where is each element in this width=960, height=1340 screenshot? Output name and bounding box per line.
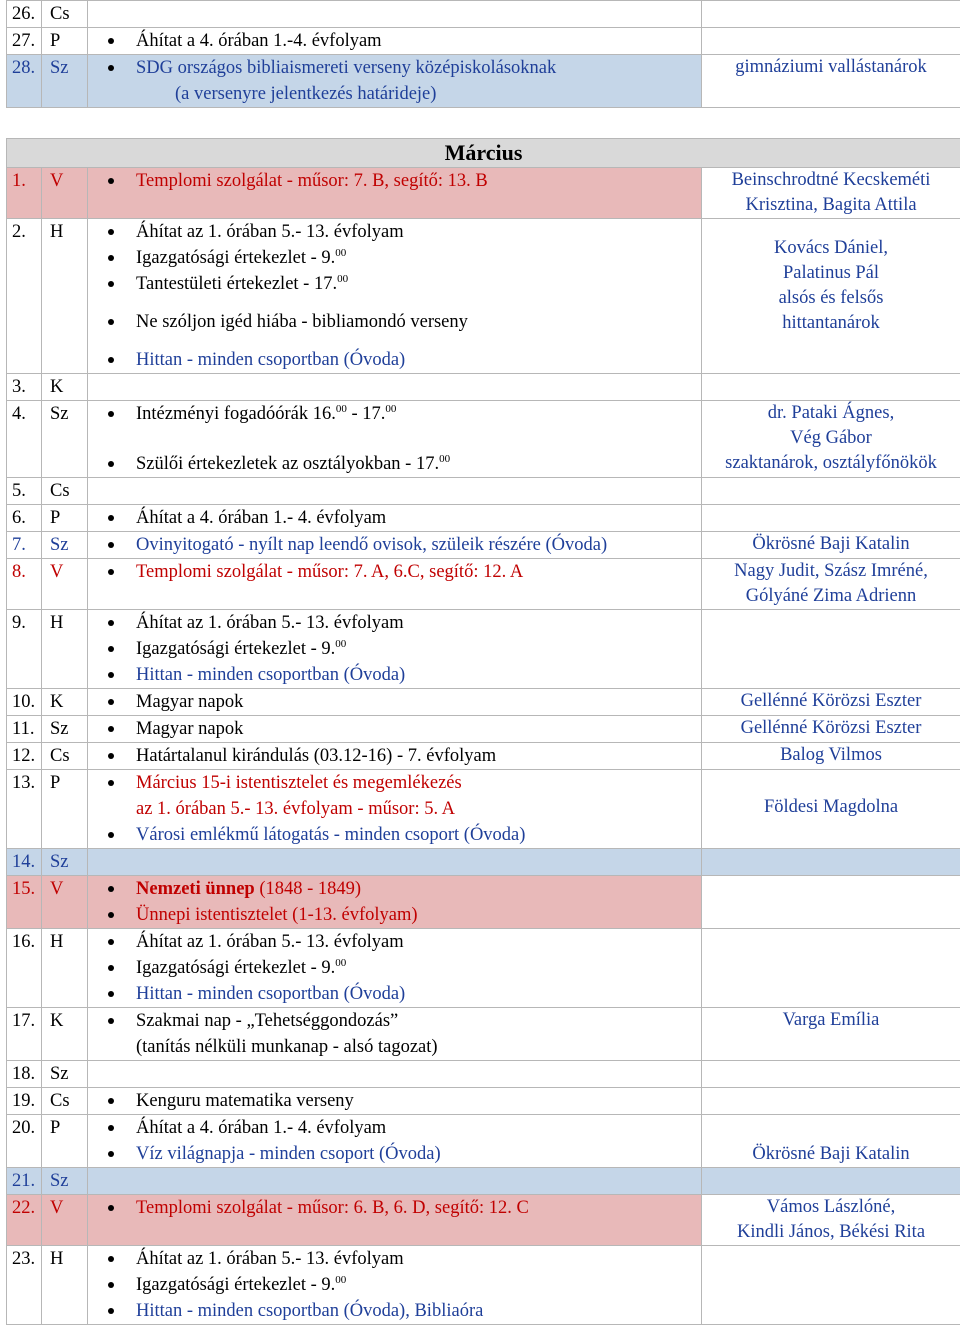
responsible-cell bbox=[702, 1115, 960, 1168]
event-text: Igazgatósági értekezlet - 9. bbox=[136, 639, 336, 659]
event-item: Ovinyitogató - nyílt nap leendő ovisok, szüleik részére (Óvoda) bbox=[88, 532, 701, 558]
event-item bbox=[88, 1272, 701, 1298]
table-row bbox=[7, 374, 960, 401]
day-of-week: Cs bbox=[42, 1088, 88, 1115]
table-row bbox=[7, 1088, 960, 1115]
event-item: Városi emlékmű látogatás - minden csoport (Óvoda) bbox=[88, 822, 701, 848]
day-number: 7. bbox=[7, 532, 42, 559]
day-number: 1. bbox=[7, 168, 42, 219]
event-item: Hittan - minden csoportban (Óvoda) bbox=[88, 662, 701, 688]
event-text: Igazgatósági értekezlet - 9. bbox=[136, 1275, 336, 1295]
day-of-week: Sz bbox=[42, 401, 88, 478]
responsible-person: dr. Pataki Ágnes, bbox=[767, 403, 895, 423]
responsible-cell bbox=[702, 219, 960, 374]
table-row bbox=[7, 532, 960, 559]
day-number: 5. bbox=[7, 478, 42, 505]
day-number: 11. bbox=[7, 716, 42, 743]
table-row bbox=[7, 401, 960, 478]
events-cell bbox=[88, 1088, 702, 1115]
responsible-person: Ökrösné Baji Katalin bbox=[752, 1144, 910, 1164]
event-text-bold: Nemzeti ünnep bbox=[136, 879, 255, 899]
events-cell bbox=[88, 743, 702, 770]
day-number: 12. bbox=[7, 743, 42, 770]
events-cell bbox=[88, 374, 702, 401]
responsible-cell bbox=[702, 168, 960, 219]
responsible-person: hittantanárok bbox=[782, 313, 880, 333]
time-minutes: 00 bbox=[335, 637, 347, 650]
day-number: 26. bbox=[7, 1, 42, 28]
events-cell bbox=[88, 532, 702, 559]
responsible-person: Palatinus Pál bbox=[782, 263, 880, 283]
day-number: 3. bbox=[7, 374, 42, 401]
event-item: Áhítat az 1. órában 5.- 13. évfolyam bbox=[88, 610, 701, 636]
table-row bbox=[7, 1195, 960, 1246]
event-item: Templomi szolgálat - műsor: 6. B, 6. D, segítő: 12. C bbox=[88, 1195, 701, 1221]
day-of-week: H bbox=[42, 610, 88, 689]
day-number: 6. bbox=[7, 505, 42, 532]
events-cell bbox=[88, 55, 702, 108]
responsible-person: Földesi Magdolna bbox=[763, 796, 899, 817]
events-cell bbox=[88, 929, 702, 1008]
event-item: Ünnepi istentisztelet (1-13. évfolyam) bbox=[88, 902, 701, 928]
responsible-cell bbox=[702, 929, 960, 1008]
event-item: Áhítat a 4. órában 1.- 4. évfolyam bbox=[88, 1115, 701, 1141]
events-cell bbox=[88, 610, 702, 689]
event-item bbox=[88, 271, 701, 297]
responsible-cell bbox=[702, 401, 960, 478]
responsible-cell bbox=[702, 374, 960, 401]
responsible-cell bbox=[702, 849, 960, 876]
event-item: Templomi szolgálat - műsor: 7. A, 6.C, segítő: 12. A bbox=[88, 559, 701, 585]
event-item: Áhítat a 4. órában 1.-4. évfolyam bbox=[88, 28, 701, 54]
event-item bbox=[88, 451, 701, 477]
responsible-cell bbox=[702, 716, 960, 743]
events-cell bbox=[88, 1115, 702, 1168]
table-row bbox=[7, 1061, 960, 1088]
day-number: 28. bbox=[7, 55, 42, 108]
time-minutes: 00 bbox=[335, 956, 347, 969]
event-item bbox=[88, 876, 701, 902]
day-number: 14. bbox=[7, 849, 42, 876]
day-of-week: H bbox=[42, 929, 88, 1008]
responsible-person: Beinschrodtné Kecskeméti bbox=[731, 170, 931, 190]
calendar-table bbox=[6, 0, 960, 1325]
responsible-person: szaktanárok, osztályfőnökök bbox=[725, 453, 937, 473]
table-row bbox=[7, 1, 960, 28]
event-item-continued: (tanítás nélküli munkanap - alsó tagozat) bbox=[136, 1037, 438, 1057]
day-number: 9. bbox=[7, 610, 42, 689]
table-row bbox=[7, 28, 960, 55]
responsible-person: Krisztina, Bagita Attila bbox=[745, 195, 917, 215]
responsible-cell bbox=[702, 1195, 960, 1246]
day-number: 21. bbox=[7, 1168, 42, 1195]
day-of-week: Sz bbox=[42, 849, 88, 876]
responsible-person: Gellénné Körözsi Eszter bbox=[740, 691, 922, 711]
day-of-week: P bbox=[42, 1115, 88, 1168]
day-of-week: P bbox=[42, 770, 88, 849]
table-row bbox=[7, 1168, 960, 1195]
day-number: 19. bbox=[7, 1088, 42, 1115]
table-row bbox=[7, 610, 960, 689]
day-of-week: Sz bbox=[42, 1168, 88, 1195]
day-of-week: Sz bbox=[42, 1061, 88, 1088]
day-of-week: V bbox=[42, 1195, 88, 1246]
responsible-cell bbox=[702, 478, 960, 505]
event-item bbox=[88, 636, 701, 662]
day-number: 27. bbox=[7, 28, 42, 55]
event-text: Intézményi fogadóórák 16. bbox=[136, 404, 336, 424]
event-item bbox=[88, 1298, 701, 1324]
responsible-person: Ökrösné Baji Katalin bbox=[752, 534, 910, 554]
time-minutes: 00 bbox=[337, 272, 349, 285]
events-cell bbox=[88, 1168, 702, 1195]
day-of-week: K bbox=[42, 374, 88, 401]
event-text: - 17. bbox=[351, 404, 386, 424]
event-text: Igazgatósági értekezlet - 9. bbox=[136, 248, 336, 268]
event-text: Tantestületi értekezlet - 17. bbox=[136, 274, 338, 294]
day-number: 10. bbox=[7, 689, 42, 716]
day-of-week: H bbox=[42, 1246, 88, 1325]
responsible-cell bbox=[702, 689, 960, 716]
responsible-cell bbox=[702, 1008, 960, 1061]
table-row bbox=[7, 219, 960, 374]
event-item: Hittan - minden csoportban (Óvoda) bbox=[88, 347, 701, 373]
responsible-person: Kovács Dániel, bbox=[773, 238, 889, 258]
table-row bbox=[7, 743, 960, 770]
table-row bbox=[7, 689, 960, 716]
spacer-row bbox=[7, 108, 960, 139]
events-cell bbox=[88, 1, 702, 28]
events-cell bbox=[88, 716, 702, 743]
table-row bbox=[7, 876, 960, 929]
events-cell bbox=[88, 219, 702, 374]
time-minutes: 00 bbox=[439, 452, 451, 465]
table-row bbox=[7, 55, 960, 108]
event-item: Áhítat az 1. órában 5.- 13. évfolyam bbox=[88, 929, 701, 955]
responsible-cell bbox=[702, 743, 960, 770]
responsible-cell bbox=[702, 1246, 960, 1325]
responsible-person: alsós és felsős bbox=[778, 288, 884, 308]
events-cell bbox=[88, 478, 702, 505]
day-number: 15. bbox=[7, 876, 42, 929]
day-of-week: Cs bbox=[42, 478, 88, 505]
events-cell bbox=[88, 1195, 702, 1246]
events-cell bbox=[88, 1061, 702, 1088]
responsible-person: gimnáziumi vallástanárok bbox=[735, 57, 927, 77]
day-of-week: Sz bbox=[42, 55, 88, 108]
event-note: (a versenyre jelentkezés határideje) bbox=[175, 84, 437, 104]
day-of-week: Cs bbox=[42, 743, 88, 770]
table-row bbox=[7, 929, 960, 1008]
table-row bbox=[7, 849, 960, 876]
event-item bbox=[88, 401, 701, 427]
responsible-person: Vég Gábor bbox=[790, 428, 872, 448]
table-row bbox=[7, 770, 960, 849]
events-cell bbox=[88, 770, 702, 849]
responsible-cell bbox=[702, 1, 960, 28]
events-cell bbox=[88, 168, 702, 219]
day-of-week: P bbox=[42, 505, 88, 532]
time-minutes: 00 bbox=[335, 246, 347, 259]
responsible-person: Gólyáné Zima Adrienn bbox=[745, 586, 917, 606]
day-number: 2. bbox=[7, 219, 42, 374]
time-minutes: 00 bbox=[335, 402, 347, 415]
day-number: 4. bbox=[7, 401, 42, 478]
responsible-person: Balog Vilmos bbox=[780, 745, 882, 765]
time-minutes: 00 bbox=[385, 402, 397, 415]
responsible-person: Gellénné Körözsi Eszter bbox=[740, 718, 922, 738]
day-of-week: Sz bbox=[42, 532, 88, 559]
event-item: Határtalanul kirándulás (03.12-16) - 7. évfolyam bbox=[88, 743, 701, 769]
responsible-person: Kindli János, Békési Rita bbox=[736, 1222, 926, 1242]
month-header-row bbox=[7, 139, 960, 168]
event-item-continued: az 1. órában 5.- 13. évfolyam - műsor: 5. A bbox=[136, 799, 456, 819]
day-number: 16. bbox=[7, 929, 42, 1008]
responsible-cell bbox=[702, 1088, 960, 1115]
table-row bbox=[7, 478, 960, 505]
event-text: Szülői értekezletek az osztályokban - 17. bbox=[136, 454, 440, 474]
table-row bbox=[7, 168, 960, 219]
events-cell bbox=[88, 401, 702, 478]
responsible-cell bbox=[702, 876, 960, 929]
event-item: Március 15-i istentisztelet és megemlékezés bbox=[88, 770, 701, 796]
responsible-cell bbox=[702, 532, 960, 559]
day-number: 8. bbox=[7, 559, 42, 610]
event-item: Szakmai nap - „Tehetséggondozás” bbox=[88, 1008, 701, 1034]
day-of-week: V bbox=[42, 168, 88, 219]
event-item: Áhítat az 1. órában 5.- 13. évfolyam bbox=[88, 219, 701, 245]
time-minutes: 00 bbox=[335, 1273, 347, 1286]
table-row bbox=[7, 1008, 960, 1061]
responsible-person: Varga Emília bbox=[782, 1010, 880, 1030]
event-item: Áhítat az 1. órában 5.- 13. évfolyam bbox=[88, 1246, 701, 1272]
event-text: Igazgatósági értekezlet - 9. bbox=[136, 958, 336, 978]
event-item: Magyar napok bbox=[88, 689, 701, 715]
event-item: Áhítat a 4. órában 1.- 4. évfolyam bbox=[88, 505, 701, 531]
event-text-extra: , Bibliaóra bbox=[405, 1301, 484, 1321]
events-cell bbox=[88, 876, 702, 929]
day-number: 20. bbox=[7, 1115, 42, 1168]
responsible-cell bbox=[702, 505, 960, 532]
month-title: Március bbox=[7, 139, 960, 168]
events-cell bbox=[88, 1008, 702, 1061]
day-number: 17. bbox=[7, 1008, 42, 1061]
day-number: 13. bbox=[7, 770, 42, 849]
event-item: Kenguru matematika verseny bbox=[88, 1088, 701, 1114]
event-item: Templomi szolgálat - műsor: 7. B, segítő: 13. B bbox=[88, 168, 701, 194]
event-text: (1848 - 1849) bbox=[259, 879, 362, 899]
day-number: 18. bbox=[7, 1061, 42, 1088]
event-item: Víz világnapja - minden csoport (Óvoda) bbox=[88, 1141, 701, 1167]
day-of-week: Cs bbox=[42, 1, 88, 28]
day-of-week: V bbox=[42, 876, 88, 929]
event-item bbox=[88, 955, 701, 981]
events-cell bbox=[88, 28, 702, 55]
event-item: Ne szóljon igéd hiába - bibliamondó verseny bbox=[88, 309, 701, 335]
day-of-week: Sz bbox=[42, 716, 88, 743]
table-row bbox=[7, 1115, 960, 1168]
day-of-week: K bbox=[42, 689, 88, 716]
table-row bbox=[7, 716, 960, 743]
table-row bbox=[7, 505, 960, 532]
events-cell bbox=[88, 559, 702, 610]
responsible-cell bbox=[702, 1168, 960, 1195]
responsible-cell bbox=[702, 610, 960, 689]
event-item: SDG országos bibliaismereti verseny középiskolásoknak bbox=[88, 55, 701, 81]
table-row bbox=[7, 1246, 960, 1325]
events-cell bbox=[88, 505, 702, 532]
day-number: 23. bbox=[7, 1246, 42, 1325]
day-number: 22. bbox=[7, 1195, 42, 1246]
day-of-week: K bbox=[42, 1008, 88, 1061]
responsible-cell bbox=[702, 1061, 960, 1088]
events-cell bbox=[88, 689, 702, 716]
responsible-cell bbox=[702, 55, 960, 108]
events-cell bbox=[88, 849, 702, 876]
responsible-cell bbox=[702, 770, 960, 849]
responsible-cell bbox=[702, 28, 960, 55]
event-item bbox=[88, 245, 701, 271]
day-of-week: H bbox=[42, 219, 88, 374]
events-cell bbox=[88, 1246, 702, 1325]
responsible-person: Vámos Lászlóné, bbox=[766, 1197, 896, 1217]
event-item: Magyar napok bbox=[88, 716, 701, 742]
event-item: Hittan - minden csoportban (Óvoda) bbox=[88, 981, 701, 1007]
table-row bbox=[7, 559, 960, 610]
responsible-cell bbox=[702, 559, 960, 610]
responsible-person: Nagy Judit, Szász Imréné, bbox=[734, 561, 928, 581]
event-text: Hittan - minden csoportban (Óvoda) bbox=[136, 1301, 406, 1321]
day-of-week: V bbox=[42, 559, 88, 610]
day-of-week: P bbox=[42, 28, 88, 55]
